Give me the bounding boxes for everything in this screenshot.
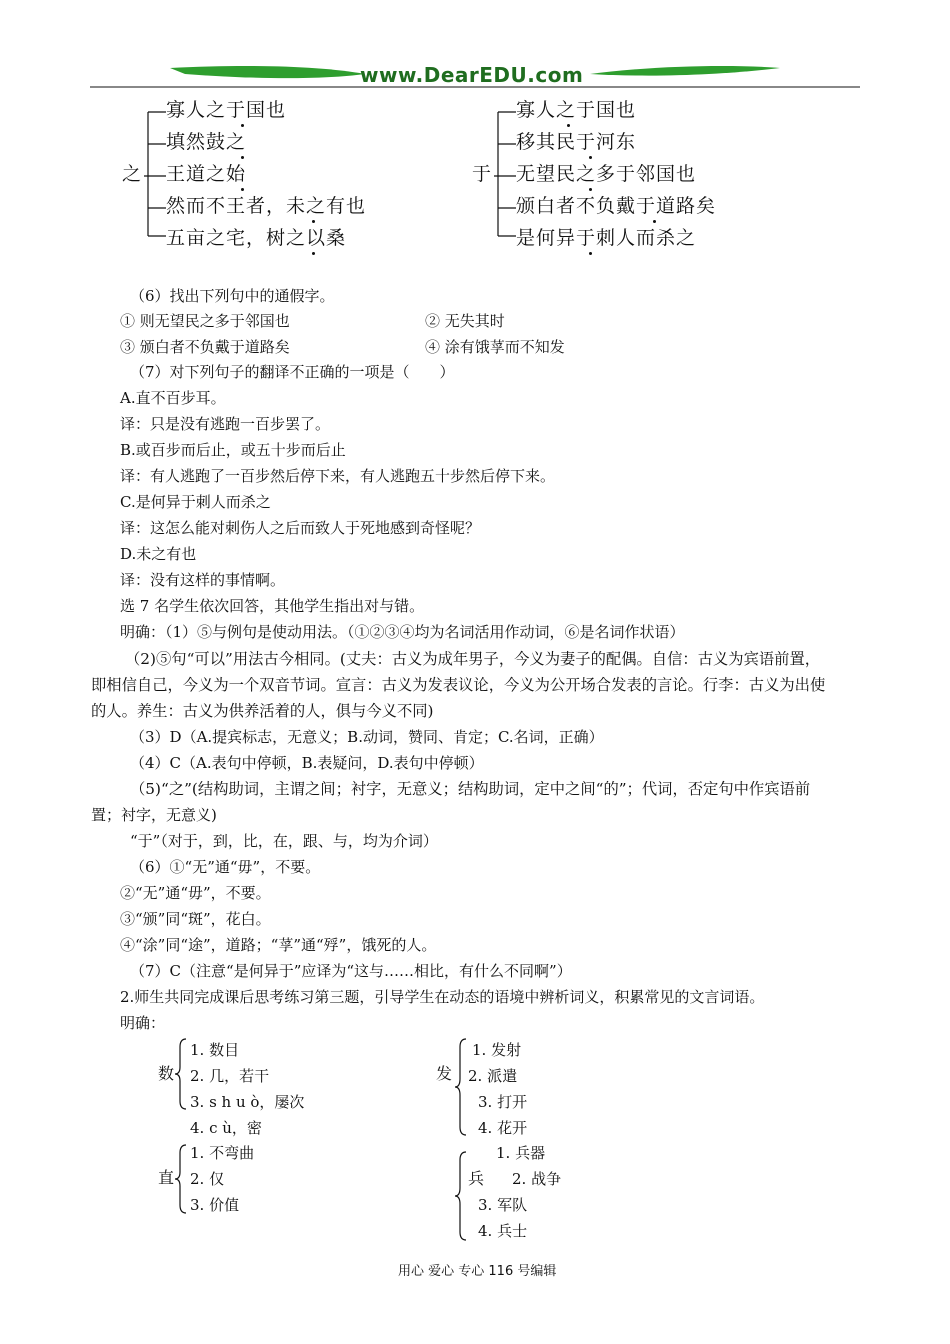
- yu-item: 无望民之多于邻国也: [516, 163, 697, 185]
- curly-brace: [454, 1037, 468, 1137]
- answer-5-line: （5)“之”(结构助词，主谓之间；衬字，无意义；结构助词，定中之间“的”；代词，否定句中作宾语前: [130, 780, 811, 798]
- q7-line: 译：没有这样的事情啊。: [120, 571, 286, 589]
- meaning-item: 2. 战争: [512, 1170, 562, 1188]
- word-label: 兵: [468, 1169, 485, 1188]
- yu-item: 移其民于河东: [516, 131, 637, 153]
- curly-brace: [174, 1037, 188, 1111]
- meaning-item: 2. 仅: [190, 1170, 225, 1188]
- yu-tree-bracket: [494, 104, 518, 244]
- emphasis-dot: [312, 252, 315, 255]
- emphasis-dot: [241, 188, 244, 191]
- q6-option: ② 无失其时: [425, 312, 505, 330]
- meaning-item: 4. 花开: [478, 1119, 528, 1137]
- answer-5-line: 置；衬字，无意义): [91, 806, 217, 824]
- curly-brace: [454, 1150, 468, 1242]
- q7-line: B.或百步而后止，或五十步而后止: [120, 441, 346, 459]
- meaning-item: 1. 数目: [190, 1041, 240, 1059]
- emphasis-dot: [567, 124, 570, 127]
- answer-5-line: “于”（对于，到，比，在，跟、与，均为介词）: [130, 832, 438, 850]
- answer-4: （4）C（A.表句中停顿，B.表疑问，D.表句中停顿）: [130, 754, 484, 772]
- answer-6-line: ③“颁”同“斑”，花白。: [120, 910, 271, 928]
- emphasis-dot: [589, 188, 592, 191]
- yu-label: 于: [472, 163, 493, 185]
- emphasis-dot: [241, 124, 244, 127]
- header-banner: [90, 60, 860, 92]
- section-2-text: 2.师生共同完成课后思考练习第三题，引导学生在动态的语境中辨析词义，积累常见的文言词语。: [120, 988, 765, 1006]
- answer-2-line: （2)⑤句“可以”用法古今相同。(丈夫：古义为成年男子，今义为妻子的配偶。自信：古义为宾语前置，: [125, 650, 821, 668]
- q7-line: D.未之有也: [120, 545, 197, 563]
- answer-6-line: （6）①“无”通“毋”，不要。: [130, 858, 321, 876]
- zhi-item: 然而不王者，未之有也: [166, 195, 367, 217]
- answer-6-line: ④“涂”同“途”，道路；“莩”通“殍”，饿死的人。: [120, 936, 437, 954]
- q7-line: 译：有人逃跑了一百步然后停下来，有人逃跑五十步然后停下来。: [120, 467, 556, 485]
- ming-label: 明确：: [120, 1014, 166, 1032]
- page-footer: 用心 爱心 专心 116 号编辑: [398, 1264, 557, 1279]
- zhi-item: 五亩之宅，树之以桑: [166, 227, 347, 249]
- curly-brace: [174, 1143, 188, 1215]
- q6-option: ③ 颁白者不负戴于道路矣: [120, 338, 290, 356]
- answer-6-line: ②“无”通“毋”，不要。: [120, 884, 271, 902]
- zhi-item: 王道之始: [166, 163, 247, 185]
- q6-title: （6）找出下列句中的通假字。: [130, 287, 335, 305]
- zhi-item: 寡人之于国也: [166, 99, 287, 121]
- zhi-label: 之: [122, 163, 143, 185]
- q7-line: 译：只是没有逃跑一百步罢了。: [120, 415, 331, 433]
- meaning-item: 4. 兵士: [478, 1222, 528, 1240]
- answer-3: （3）D（A.提宾标志，无意义；B.动词，赞同、肯定；C.名词，正确）: [130, 728, 604, 746]
- q6-option: ① 则无望民之多于邻国也: [120, 312, 290, 330]
- word-label: 数: [158, 1064, 175, 1083]
- q7-line: 选 7 名学生依次回答，其他学生指出对与错。: [120, 597, 425, 615]
- word-label: 直: [158, 1168, 175, 1187]
- meaning-item: 3. 价值: [190, 1196, 240, 1214]
- emphasis-dot: [241, 156, 244, 159]
- q7-line: 译：这怎么能对刺伤人之后而致人于死地感到奇怪呢？: [120, 519, 481, 537]
- meaning-item: 2. 派遣: [468, 1067, 518, 1085]
- yu-item: 颁白者不负戴于道路矣: [516, 195, 717, 217]
- meaning-item: 1. 兵器: [496, 1144, 546, 1162]
- emphasis-dot: [589, 156, 592, 159]
- word-label: 发: [436, 1064, 453, 1083]
- zhi-item: 填然鼓之: [166, 131, 247, 153]
- site-name: www.DearEDU.com: [360, 63, 584, 87]
- meaning-item: 1. 发射: [472, 1041, 522, 1059]
- meaning-item: 3. s h u ò，屡次: [190, 1093, 305, 1111]
- yu-item: 是何异于刺人而杀之: [516, 227, 697, 249]
- q6-option: ④ 涂有饿莩而不知发: [425, 338, 565, 356]
- meaning-item: 3. 打开: [478, 1093, 528, 1111]
- answer-2-line: 即相信自己，今义为一个双音节词。宣言：古义为发表议论，今义为公开场合发表的言论。行李：古义为出使: [91, 676, 826, 694]
- yu-item: 寡人之于国也: [516, 99, 637, 121]
- emphasis-dot: [312, 220, 315, 223]
- q7-line: C.是何异于刺人而杀之: [120, 493, 271, 511]
- q7-line: A.直不百步耳。: [120, 389, 226, 407]
- q7-title: （7）对下列句子的翻译不正确的一项是（ ）: [130, 363, 455, 381]
- answer-1: 明确：（1）⑤与例句是使动用法。（①②③④均为名词活用作动词，⑥是名词作状语）: [120, 623, 685, 641]
- emphasis-dot: [653, 220, 656, 223]
- meaning-item: 4. c ù，密: [190, 1119, 262, 1137]
- meaning-item: 3. 军队: [478, 1196, 528, 1214]
- emphasis-dot: [589, 252, 592, 255]
- zhi-tree-bracket: [144, 104, 168, 244]
- answer-7: （7）C（注意“是何异于”应译为“这与……相比，有什么不同啊”）: [130, 962, 572, 980]
- answer-2-line: 的人。养生：古义为供养活着的人，俱与今义不同): [91, 702, 434, 720]
- meaning-item: 1. 不弯曲: [190, 1144, 255, 1162]
- meaning-item: 2. 几，若干: [190, 1067, 270, 1085]
